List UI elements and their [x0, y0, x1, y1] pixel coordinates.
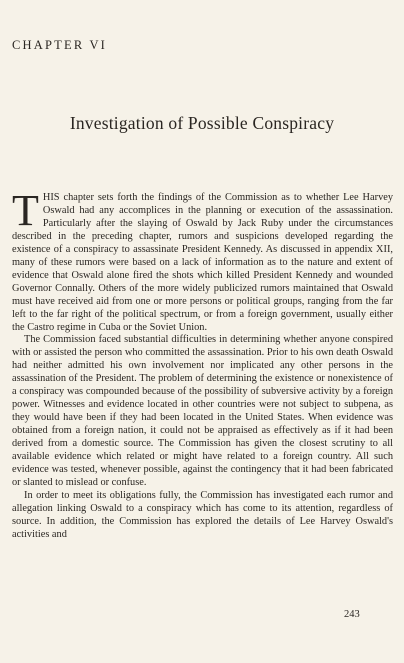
chapter-title: Investigation of Possible Conspiracy — [69, 113, 335, 133]
paragraph-3: In order to meet its obligations fully, the Commission has investigated each rumor and allegation linking Oswald to a conspiracy which has come to its attention, regardless of source. In addition, the Commission has explored the details of Lee Harvey Oswald's activities and — [12, 489, 393, 540]
paragraph-1 — [12, 186, 393, 334]
paragraph-2: The Commission faced substantial difficulties in determining whether anyone conspired with or assisted the person who committed the assassination. Prior to his own death Oswald had neither admitted his own involvement nor implicated any other persons in the assassination of the President. The problem of determining the existence or nonexistence of a conspiracy was compounded because of the possibility of subversive activity by a foreign power. Witnesses and evidence located in other countries were not subject to subpena, as they would have been if they had been located in the United States. When evidence was obtained from a foreign nation, it could not be appraised as effectively as if it had been derived from a domestic source. The Commission has given the closest scrutiny to all available evidence which related or might have related to a foreign country. All such evidence was tested, whenever possible, against the contingency that it had been fabricated or slanted to mislead or confuse. — [12, 334, 393, 488]
paragraph-1-text: HIS chapter sets forth the findings of the Commission as to whether Lee Harvey Oswald had any accomplices in the planning or execution of the assassination. Particularly after the slaying of Oswald by Jack Ruby under the circumstances described in the preceding chapter, rumors and suspicions developed regarding the existence of a conspiracy to assassinate President Kennedy. As discussed in appendix XII, many of these rumors were based on a lack of information as to the nature and extent of evidence that Oswald alone fired the shots which killed President Kennedy and wounded Governor Connally. Others of the more widely publicized rumors maintained that Oswald must have received aid from one or more persons or political groups, ranging from the far left to the far right of the political spectrum, or from a foreign government, usually either the Castro regime in Cuba or the Soviet Union. — [12, 192, 393, 333]
page-number: 243 — [344, 609, 360, 620]
chapter-label: CHAPTER VI — [12, 38, 108, 52]
body-text — [12, 186, 393, 542]
drop-cap: T — [12, 186, 39, 235]
